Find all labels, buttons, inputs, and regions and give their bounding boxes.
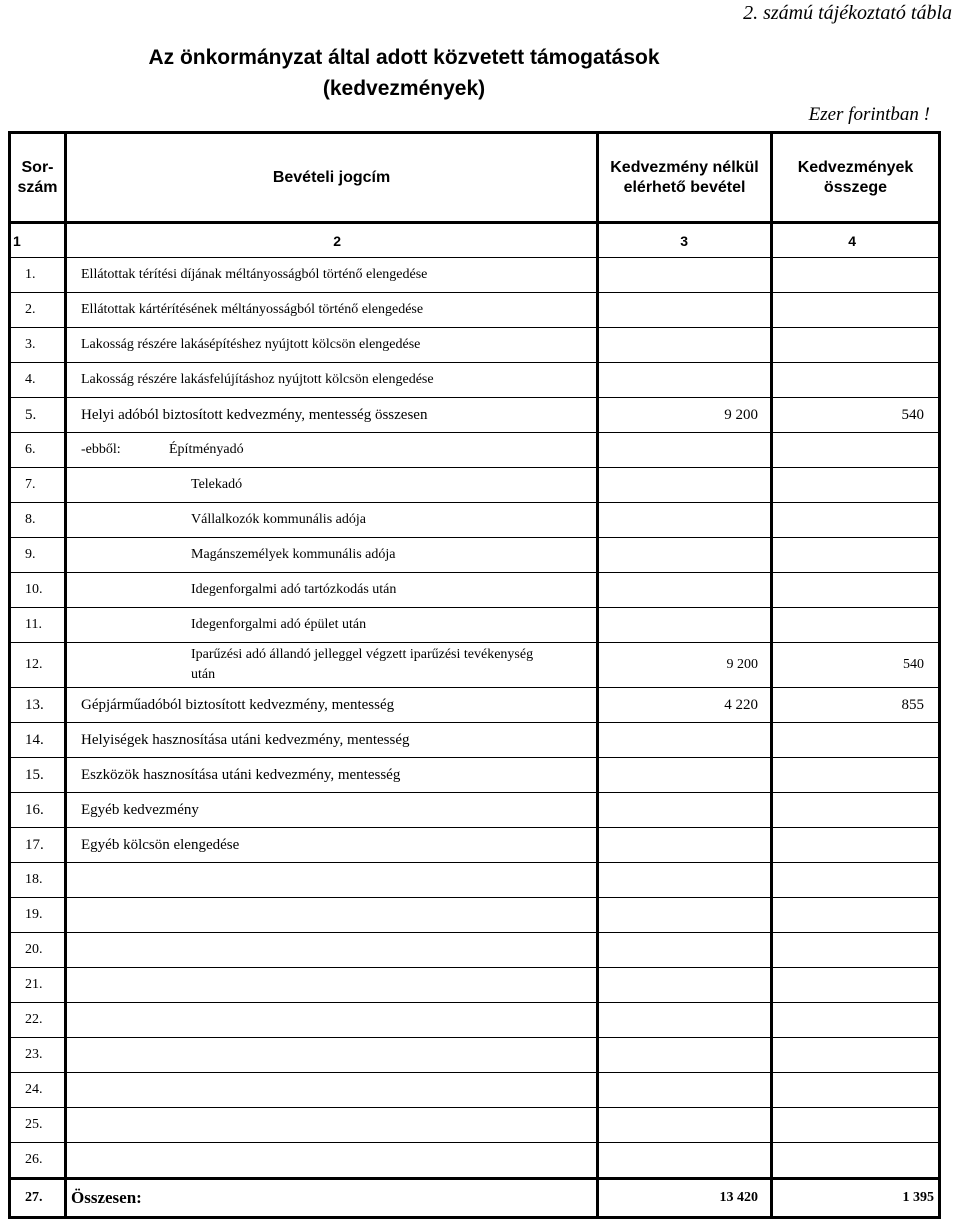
row-label — [66, 793, 598, 828]
value-without-discount — [598, 293, 772, 328]
discount-amount — [772, 968, 940, 1003]
row-label-text: Magánszemélyek kommunális adója — [191, 547, 396, 562]
table-row — [10, 758, 940, 793]
discount-amount — [772, 328, 940, 363]
row-label — [66, 433, 598, 468]
header-row — [10, 133, 940, 223]
discount-amount — [772, 1108, 940, 1143]
row-label-line: után — [191, 667, 216, 682]
discount-amount — [772, 933, 940, 968]
row-number: 7. — [10, 468, 66, 503]
value-without-discount — [598, 1038, 772, 1073]
discount-amount: 540 — [772, 398, 940, 433]
table-row — [10, 503, 940, 538]
discount-amount: 855 — [772, 688, 940, 723]
table-row — [10, 723, 940, 758]
discount-amount — [772, 898, 940, 933]
value-without-discount — [598, 723, 772, 758]
table-row — [10, 573, 940, 608]
row-label-text: Lakosság részére lakásépítéshez nyújtott kölcsön elengedése — [81, 337, 421, 352]
row-number: 2. — [10, 293, 66, 328]
table-row — [10, 793, 940, 828]
row-label-text: Ellátottak térítési díjának méltányosságból történő elengedése — [81, 267, 428, 282]
row-number: 4. — [10, 363, 66, 398]
table-row — [10, 1143, 940, 1179]
value-without-discount — [598, 933, 772, 968]
row-number: 8. — [10, 503, 66, 538]
discount-amount — [772, 468, 940, 503]
row-label — [66, 643, 598, 688]
discount-amount — [772, 608, 940, 643]
row-number: 26. — [10, 1143, 66, 1179]
header-sorszam-line-1: Sor- — [21, 158, 54, 176]
total-without-discount: 13 420 — [598, 1179, 772, 1218]
row-label-text: Építményadó — [169, 442, 244, 457]
row-number: 21. — [10, 968, 66, 1003]
row-number: 12. — [10, 643, 66, 688]
discount-amount — [772, 363, 940, 398]
row-label-text: Helyiségek hasznosítása utáni kedvezmény, mentesség — [81, 731, 410, 748]
title-line-1: Az önkormányzat által adott közvetett támogatások — [148, 46, 660, 69]
value-without-discount: 9 200 — [598, 643, 772, 688]
value-without-discount — [598, 758, 772, 793]
row-label-text: Vállalkozók kommunális adója — [191, 512, 366, 527]
title-line-2: (kedvezmények) — [322, 77, 486, 100]
discount-amount — [772, 1038, 940, 1073]
row-number: 1. — [10, 258, 66, 293]
row-number: 6. — [10, 433, 66, 468]
table-row — [10, 688, 940, 723]
value-without-discount — [598, 363, 772, 398]
row-label — [66, 688, 598, 723]
row-number: 17. — [10, 828, 66, 863]
value-without-discount — [598, 468, 772, 503]
row-label — [66, 258, 598, 293]
discount-amount — [772, 293, 940, 328]
row-label — [66, 293, 598, 328]
total-number: 27. — [10, 1179, 66, 1218]
discount-amount — [772, 1073, 940, 1108]
row-label — [66, 1108, 598, 1143]
total-row — [10, 1179, 940, 1218]
row-label — [66, 503, 598, 538]
row-label — [66, 968, 598, 1003]
row-label-text: Telekadó — [191, 477, 243, 492]
row-label — [66, 328, 598, 363]
row-number: 11. — [10, 608, 66, 643]
row-label — [66, 363, 598, 398]
value-without-discount — [598, 863, 772, 898]
value-without-discount — [598, 258, 772, 293]
table-row — [10, 258, 940, 293]
value-without-discount — [598, 538, 772, 573]
unit-note: Ezer forintban ! — [808, 104, 930, 125]
row-label — [66, 608, 598, 643]
row-number: 9. — [10, 538, 66, 573]
row-label — [66, 573, 598, 608]
row-label — [66, 898, 598, 933]
row-label-text: Egyéb kedvezmény — [81, 801, 199, 818]
table-row — [10, 1073, 940, 1108]
value-without-discount — [598, 828, 772, 863]
total-discount: 1 395 — [772, 1179, 940, 1218]
value-without-discount — [598, 608, 772, 643]
row-label-line: Iparűzési adó állandó jelleggel végzett iparűzési tevékenység — [191, 647, 534, 662]
table-row — [10, 433, 940, 468]
table-row — [10, 1003, 940, 1038]
row-number: 14. — [10, 723, 66, 758]
discount-amount — [772, 1143, 940, 1179]
row-prefix: -ebből: — [81, 442, 121, 457]
discount-amount — [772, 433, 940, 468]
row-label-text: Idegenforgalmi adó épület után — [191, 617, 367, 632]
value-without-discount — [598, 503, 772, 538]
row-number: 18. — [10, 863, 66, 898]
discount-amount — [772, 503, 940, 538]
row-label — [66, 1143, 598, 1179]
row-label — [66, 863, 598, 898]
table-row — [10, 468, 940, 503]
table-row — [10, 363, 940, 398]
header-osszege-line-1: Kedvezmények — [797, 158, 914, 176]
page-title — [0, 42, 960, 104]
column-number: 2 — [66, 223, 598, 258]
discount-amount — [772, 573, 940, 608]
row-number: 22. — [10, 1003, 66, 1038]
table-row — [10, 863, 940, 898]
row-label — [66, 758, 598, 793]
value-without-discount — [598, 1003, 772, 1038]
header-jogcim: Bevételi jogcím — [66, 133, 598, 223]
table-row — [10, 538, 940, 573]
value-without-discount — [598, 898, 772, 933]
row-label-text: Helyi adóból biztosított kedvezmény, mentesség összesen — [81, 406, 428, 423]
header-nelkul — [598, 133, 772, 223]
table-row — [10, 968, 940, 1003]
row-label — [66, 723, 598, 758]
row-number: 10. — [10, 573, 66, 608]
header-nelkul-line-1: Kedvezmény nélkül — [610, 158, 759, 176]
table-row — [10, 608, 940, 643]
row-number: 15. — [10, 758, 66, 793]
row-label-text: Egyéb kölcsön elengedése — [81, 836, 240, 853]
row-label-text: Ellátottak kártérítésének méltányosságból történő elengedése — [81, 302, 424, 317]
column-number: 3 — [598, 223, 772, 258]
row-number: 19. — [10, 898, 66, 933]
support-table — [8, 131, 941, 1219]
row-label-text: Eszközök hasznosítása utáni kedvezmény, mentesség — [81, 766, 401, 783]
value-without-discount: 4 220 — [598, 688, 772, 723]
discount-amount — [772, 793, 940, 828]
row-label — [66, 1073, 598, 1108]
table-row — [10, 898, 940, 933]
row-label — [66, 398, 598, 433]
discount-amount — [772, 1003, 940, 1038]
row-label — [66, 933, 598, 968]
row-label — [66, 1038, 598, 1073]
value-without-discount — [598, 573, 772, 608]
table-row — [10, 1108, 940, 1143]
row-number: 5. — [10, 398, 66, 433]
value-without-discount — [598, 793, 772, 828]
row-label — [66, 468, 598, 503]
discount-amount — [772, 758, 940, 793]
table-row — [10, 293, 940, 328]
value-without-discount: 9 200 — [598, 398, 772, 433]
header-sorszam — [10, 133, 66, 223]
row-label — [66, 828, 598, 863]
header-sorszam-line-2: szám — [17, 178, 58, 196]
discount-amount — [772, 258, 940, 293]
value-without-discount — [598, 1108, 772, 1143]
table-row — [10, 398, 940, 433]
row-label — [66, 1003, 598, 1038]
value-without-discount — [598, 328, 772, 363]
row-number: 16. — [10, 793, 66, 828]
row-number: 13. — [10, 688, 66, 723]
row-number: 24. — [10, 1073, 66, 1108]
discount-amount — [772, 723, 940, 758]
header-osszege — [772, 133, 940, 223]
table-row — [10, 1038, 940, 1073]
table-row — [10, 828, 940, 863]
row-label-text: Lakosság részére lakásfelújításhoz nyújtott kölcsön elengedése — [81, 372, 434, 387]
row-number: 25. — [10, 1108, 66, 1143]
row-label-text: Idegenforgalmi adó tartózkodás után — [191, 582, 397, 597]
discount-amount — [772, 538, 940, 573]
column-number: 1 — [10, 223, 66, 258]
row-label-text: Gépjárműadóból biztosított kedvezmény, mentesség — [81, 696, 395, 713]
discount-amount — [772, 863, 940, 898]
table-row — [10, 933, 940, 968]
table-row — [10, 328, 940, 363]
row-label — [66, 538, 598, 573]
column-number: 4 — [772, 223, 940, 258]
row-number: 20. — [10, 933, 66, 968]
total-label: Összesen: — [66, 1179, 598, 1218]
value-without-discount — [598, 433, 772, 468]
header-nelkul-line-2: elérhető bevétel — [623, 178, 746, 196]
header-osszege-line-2: összege — [823, 178, 888, 196]
value-without-discount — [598, 1143, 772, 1179]
row-number: 3. — [10, 328, 66, 363]
document-label: 2. számú tájékoztató tábla — [743, 2, 952, 24]
row-number: 23. — [10, 1038, 66, 1073]
discount-amount: 540 — [772, 643, 940, 688]
discount-amount — [772, 828, 940, 863]
table-row — [10, 643, 940, 688]
column-number-row — [10, 223, 940, 258]
value-without-discount — [598, 968, 772, 1003]
value-without-discount — [598, 1073, 772, 1108]
